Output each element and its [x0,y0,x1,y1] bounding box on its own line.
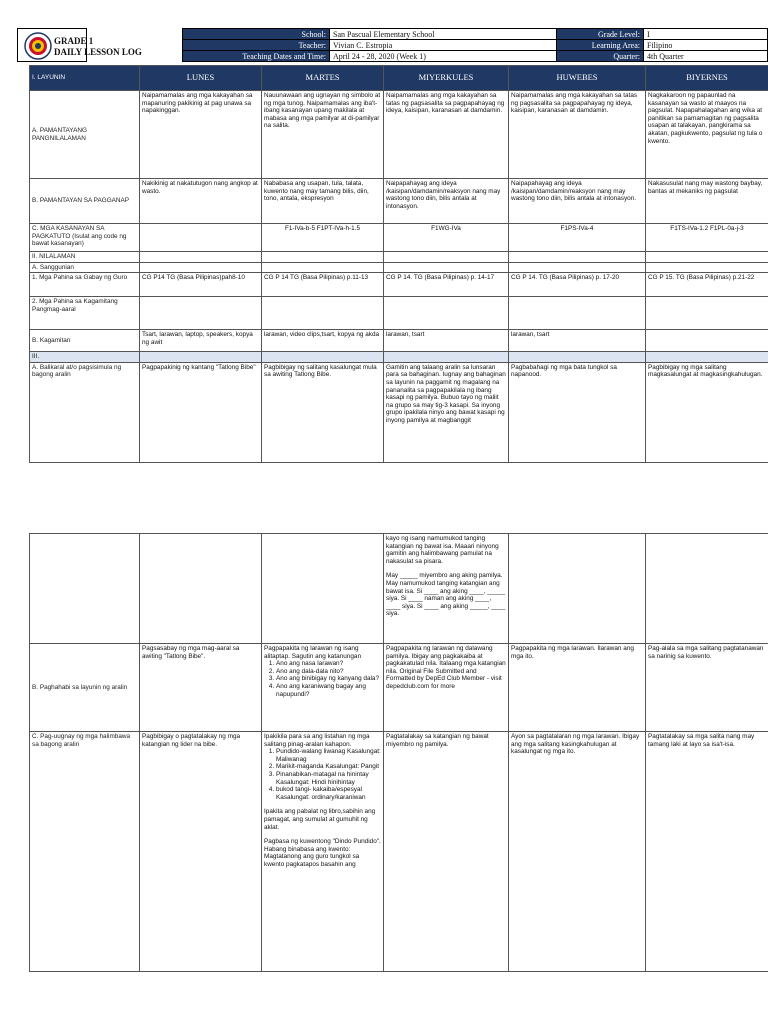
area-label: Learning Area: [557,40,644,51]
list-item: 1. Ano ang nasa larawan? [276,660,381,668]
table-cell [646,297,768,330]
day-header-mon: LUNES [140,66,262,91]
teacher-label: Teacher: [183,40,330,51]
row-label: B. Paghahabi sa layunin ng aralin [30,644,140,732]
day-header-thu: HUWEBES [509,66,646,91]
table-row [30,91,768,179]
table-cell: F1WG-IVa [384,224,509,252]
table-row [30,273,768,297]
area-value: Filipino [644,40,768,51]
table-cell [262,352,384,363]
list-item: 2. Marikit-maganda Kasalungat: Pangit [276,763,381,771]
table-row [30,352,768,363]
log-title: DAILY LESSON LOG [54,47,142,57]
table-cell [140,352,262,363]
table-cell: Pagpapakita ng larawan ng dalawang pamilya. Ibigay ang pagkakaiba at pagkakatulad nila. Italaang mga katangian nila. Original File Submitted and Formatted by DepEd Club Member - visit depedclub.com for more [384,644,509,732]
table-cell: Pagpapakita ng mga larawan. Ilarawan ang mga ito. [509,644,646,732]
row-label: II. NILALAMAN [30,252,140,263]
lesson-log-table-page2 [29,533,768,972]
row-label: C. MGA KASANAYAN SA PAGKATUTO (Isulat ang code ng bawat kasanayan) [30,224,140,252]
table-cell: Nababasa ang usapan, tula, talata, kuwento nang may tamang bilis, diin, tono, antala, ekspresyon [262,179,384,224]
table-cell: Pagsasabay ng mga mag-aaral sa awiting "Tatlong Bibe". [140,644,262,732]
table-cell [384,534,509,644]
table-row [30,330,768,352]
table-row [30,262,768,273]
table-cell: F1TS-IVa-1.2 F1PL-0a-j-3 [646,224,768,252]
table-cell: Ayon sa pagtatalaran ng mga larawan. Ibigay ang mga salitang kasingkahulugan at kasalungat ng mga ito. [509,732,646,972]
lesson-log-table-page1 [29,65,768,463]
teacher-value: Vivian C. Estropia [330,40,557,51]
table-cell: Nagkakaroon ng papaunlad na kasanayan sa wasto at maayos na pagsulat. Napapahalagahan ang wika at panitikan sa pamamagitan ng pagsalita usapan at talakayan, pangkirama sa akatan, pagkukwento, pagsulat ng tula o kwento. [646,91,768,179]
table-cell [509,534,646,644]
list-item: 2. Ano ang dala-dala nito? [276,668,381,676]
list-item: 4. Ano ang karaniwang bagay ang napupundi? [276,683,381,698]
table-cell [140,297,262,330]
list-item: 3. Ano ang binibigay ng kanyang dala? [276,675,381,683]
table-cell: Gamitin ang talaang aralin sa lunsaran para sa bahaginan. Iugnay ang bahaginan sa layunin na paggamit ng magalang na pananalita sa pagpapakilala ng ibang kasapi ng pamilya. Bubuo tayo ng maliit na grupo sa may tig-3 kasapi. Sa inyong grupo ipakilala ninyo ang bawat kasapi ng inyong pamilya at magbanggit [384,362,509,462]
deped-seal-icon [24,32,52,60]
word-list [264,748,381,801]
day-header-row [30,66,768,91]
table-cell: CG P14 TG (Basa Pilipinas)pah8-10 [140,273,262,297]
table-cell: CG P 14. TG (Basa Pilipinas) p. 14-17 [384,273,509,297]
row-label: B. Kagamitan [30,330,140,352]
table-cell: Naipapahayag ang ideya /kaisipan/damdamin/reaksyon nang may wastong tono diin, bilis antala at intonasyon. [384,179,509,224]
table-cell [509,352,646,363]
day-header-fri: BIYERNES [646,66,768,91]
table-cell: Nauunawaan ang ugnayan ng simbolo at ng mga tunog. Naipamamalas ang iba't-ibang kasanayan upang makilala at mabasa ang mga pamilyar at di-pamilyar na salita. [262,91,384,179]
table-cell [509,262,646,273]
table-cell [646,262,768,273]
row-label: A. PAMANTAYANG PANGNILALAMAN [30,91,140,179]
table-cell: Pagpapakinig ng kantang "Tatlong Bibe" [140,362,262,462]
table-cell: F1PS-IVa-4 [509,224,646,252]
table-cell: Nakikinig at nakatutugon nang angkop at wasto. [140,179,262,224]
table-cell [140,252,262,263]
table-cell [262,534,384,644]
layunin-corner: I. LAYUNIN [30,66,140,91]
table-cell [140,262,262,273]
table-cell: CG P 14. TG (Basa Pilipinas) p. 17-20 [509,273,646,297]
table-row [30,362,768,462]
row-label: A. Balikaral at/o pagsisimula ng bagong aralin [30,362,140,462]
day-header-wed: MIYERKULES [384,66,509,91]
cell-text: Pagbasa ng kuwentong "Dindo Pundido". Habang binabasa ang kwento: Magtatanong ang guro tungkol sa kwento pagkatapos basahin ang [264,838,381,868]
continued-text: kayo ng isang namumukod tanging katangian ng bawat isa. Maaari ninyong gamitin ang halimbawang pamulat na nakasulat sa pisara. [386,535,499,565]
table-row [30,644,768,732]
table-cell: larawan, tsart [384,330,509,352]
cell-text: Ipakita ang pabalat ng libro,sabihin ang pamagat, ang sumulat at gumuhit ng aklat. [264,808,376,831]
cell-text: Pagpapakita ng larawan ng isang alitaptap. Sagutin ang katanungan [264,645,362,660]
table-row [30,732,768,972]
table-cell: Pagbibigay o pagtatalakay ng mga katangian ng lider na bibe. [140,732,262,972]
row-label: III. [30,352,140,363]
table-cell [384,297,509,330]
list-item: 4. bukod tangi- kakaiba/espesyal Kasalungat: ordinary/karaniwan [276,786,381,801]
table-cell: Pag-alala sa mga salitang pagtatanawan sa narinig sa kuwento. [646,644,768,732]
question-list [264,660,381,698]
table-cell: Naipamamalas ang mga kakayahan sa tatas ng pagsasalita sa pagpapahayag ng ideya, kaisipan, karanasan at damdamin. [384,91,509,179]
document-header [17,28,768,63]
table-row [30,534,768,644]
dates-value: April 24 - 28, 2020 (Week 1) [330,51,557,62]
grade-title [54,36,142,58]
table-cell [509,252,646,263]
quarter-value: 4th Quarter [644,51,768,62]
table-cell: Naipamamalas ang mga kakayahan sa mapanuring pakikinig at pag unawa sa napakinggan. [140,91,262,179]
school-label: School: [183,29,330,40]
table-cell: F1-IVa-b-5 F1PT-IVa-h-1.5 [262,224,384,252]
table-cell: Pagbabahagi ng mga bata tungkol sa napanood. [509,362,646,462]
grade-level-value: I [644,29,768,40]
table-cell: CG P 14 TG (Basa Pilipinas) p.11-13 [262,273,384,297]
table-cell [509,297,646,330]
table-row [30,179,768,224]
day-header-tue: MARTES [262,66,384,91]
row-label: 2. Mga Pahina sa Kagamitang Pangmag-aaral [30,297,140,330]
table-row [30,252,768,263]
row-label: A. Sanggunian [30,262,140,273]
table-cell [384,352,509,363]
table-row [30,297,768,330]
list-item: 3. Pinanabikan-matagal na hinintay Kasalungat: Hindi hinihintay [276,771,381,786]
table-cell [262,644,384,732]
cell-text: Ipakikila para sa ang listahan ng mga salitang pinag-aralan kahapon. [264,733,370,748]
table-cell [384,262,509,273]
table-cell [262,252,384,263]
table-cell [384,252,509,263]
table-cell: Pagtatalakay sa mga salita nang may tamang laki at layo sa isa't-isa. [646,732,768,972]
table-cell: Pagtatalakay sa katangian ng bawat miyembro ng pamilya. [384,732,509,972]
meta-table [182,28,768,62]
table-cell [646,330,768,352]
table-cell [140,224,262,252]
fill-in-template: May _____ miyembro ang aking pamilya. May namumukod tanging katangian ang bawat isa. Si ____ ang aking ____, _____ siya. Si ____ naman ang aking ____, ____ siya. Si ____ ang aking _____, ____ siya. [386,572,506,618]
row-label: B. PAMANTAYAN SA PAGGANAP [30,179,140,224]
table-cell: Naipapahayag ang ideya /kaisipan/damdamin/reaksyon nang may wastong tono diin, bilis antala at intonasyon. [509,179,646,224]
grade-label: GRADE 1 [54,36,94,46]
table-cell: Pagbibigay ng salitang kasalungat mula sa awiting Tatlong Bibe. [262,362,384,462]
school-value: San Pascual Elementary School [330,29,557,40]
table-cell: Pagbibigay ng mga salitang magkasalungat at magkasingkahulugan. [646,362,768,462]
table-cell: larawan, tsart [509,330,646,352]
table-cell [262,262,384,273]
grade-level-label: Grade Level: [557,29,644,40]
table-cell [646,352,768,363]
row-label: C. Pag-uugnay ng mga halimbawa sa bagong aralin [30,732,140,972]
table-cell [646,534,768,644]
quarter-label: Quarter: [557,51,644,62]
table-cell [262,732,384,972]
table-cell: Tsart, larawan, laptop, speakers, kopya ng awit [140,330,262,352]
dates-label: Teaching Dates and Time: [183,51,330,62]
table-cell: Naipamamalas ang mga kakayahan sa tatas ng pagsasalita sa pagpapahayag ng ideya, kaisipan, karanasan at damdamin. [509,91,646,179]
table-cell [140,534,262,644]
table-cell [262,297,384,330]
table-cell: Nakasusulat nang may wastong baybay, bantas at mekaniks ng pagsulat [646,179,768,224]
table-cell [30,534,140,644]
row-label: 1. Mga Pahina sa Gabay ng Guro [30,273,140,297]
table-cell [646,252,768,263]
table-cell: CG P 15. TG (Basa Pilipinas) p.21-22 [646,273,768,297]
table-cell: larawan, video clips,tsart, kopya ng akda [262,330,384,352]
table-row [30,224,768,252]
list-item: 1. Pundido-walang liwanag Kasalungat: Maliwanag [276,748,381,763]
